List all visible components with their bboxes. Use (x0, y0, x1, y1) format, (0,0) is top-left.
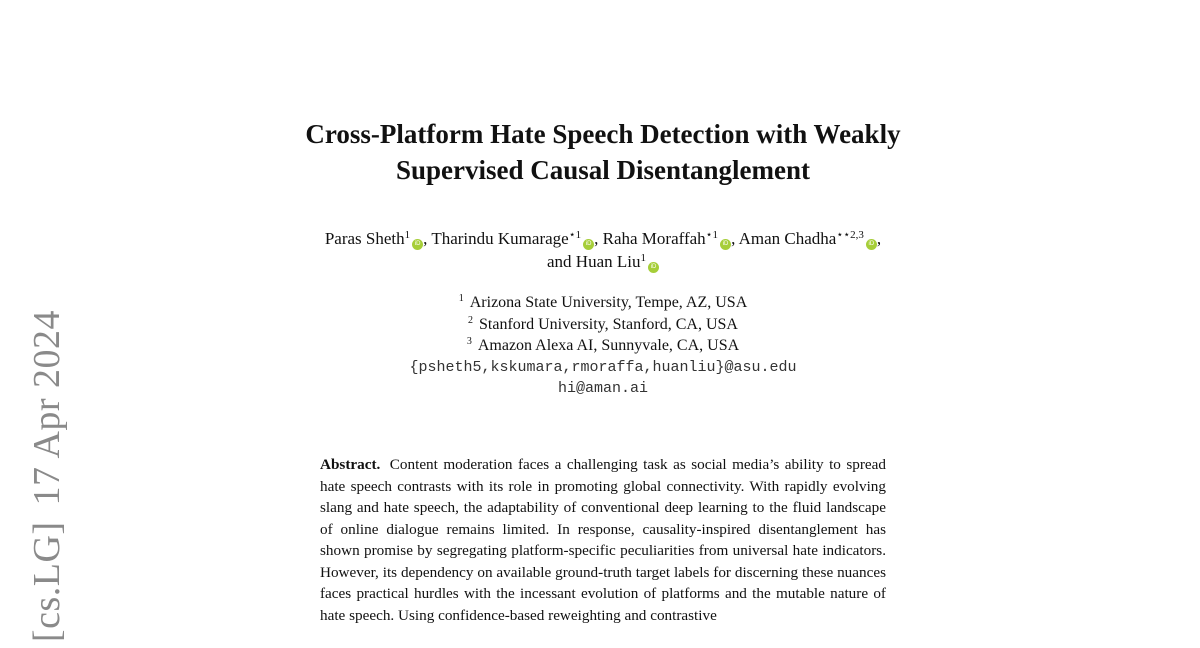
abstract-label: Abstract. (320, 456, 381, 473)
author-name: Raha Moraffah (602, 229, 706, 248)
affiliation-line: $^1$ Arizona State University, Tempe, AZ, USA (458, 293, 748, 311)
author-name: Tharindu Kumarage (431, 229, 569, 248)
author-name: Huan Liu (575, 252, 641, 271)
author-name: Aman Chadha (738, 229, 837, 248)
arxiv-date: 17 Apr 2024 (26, 309, 68, 506)
abstract (320, 454, 886, 626)
author-affiliation-mark: ⋆1 (568, 229, 582, 241)
title-line-1: Cross-Platform Hate Speech Detection with Weakly (305, 119, 901, 149)
author-conjunction: and (547, 252, 572, 271)
author-list (200, 227, 1006, 273)
author-affiliation-mark: 1 (404, 229, 411, 241)
author-affiliation-mark: 1 (640, 252, 646, 264)
author-line-2 (200, 250, 1006, 273)
orcid-icon[interactable]: iD (648, 262, 659, 273)
arxiv-stamp (25, 310, 69, 642)
orcid-icon[interactable]: iD (583, 239, 594, 250)
email-line-1: {psheth5,kskumara,rmoraffa,huanliu}@asu.edu (409, 358, 797, 376)
affiliation-block (200, 292, 1006, 400)
abstract-text: Content moderation faces a challenging task as social media’s ability to spread hate speech contrasts with its role in promoting global connectivity. With rapidly evolving slang and hate speech, the adaptability of conventional deep learning to the fluid landscape of online dialogue remains limited. In response, causality-inspired disentanglement has shown promise by segregating platform-specific peculiarities from universal hate indicators. However, its dependency on available ground-truth target labels for discerning these nuances faces practical hurdles with the incessant evolution of platforms and the mutable nature of hate speech. Using confidence-based reweighting and contrastive (320, 456, 886, 624)
author-name: Paras Sheth (324, 229, 405, 248)
orcid-icon[interactable]: iD (412, 239, 423, 250)
orcid-icon[interactable]: iD (720, 239, 731, 250)
affiliation-line: $^2$ Stanford University, Stanford, CA, USA (468, 314, 738, 333)
author-line-1: Paras Sheth$^1$iD , Tharindu Kumarage$^{⋆1}$iD , Raha Moraffah$^{⋆1}$iD , Aman Chadha$^{⋆⋆2,3}$iD , (324, 229, 882, 248)
title-line-2: Supervised Causal Disentanglement (395, 155, 811, 185)
arxiv-category: [cs.LG] (26, 521, 68, 643)
affiliation-line: $^3$ Amazon Alexa AI, Sunnyvale, CA, USA (466, 336, 740, 354)
orcid-icon[interactable]: iD (866, 239, 877, 250)
paper-title (200, 116, 1006, 188)
author-affiliation-mark: ⋆1 (705, 229, 719, 241)
author-affiliation-mark: ⋆⋆2,3 (836, 229, 864, 241)
email-line-2: hi@aman.ai (557, 380, 648, 397)
